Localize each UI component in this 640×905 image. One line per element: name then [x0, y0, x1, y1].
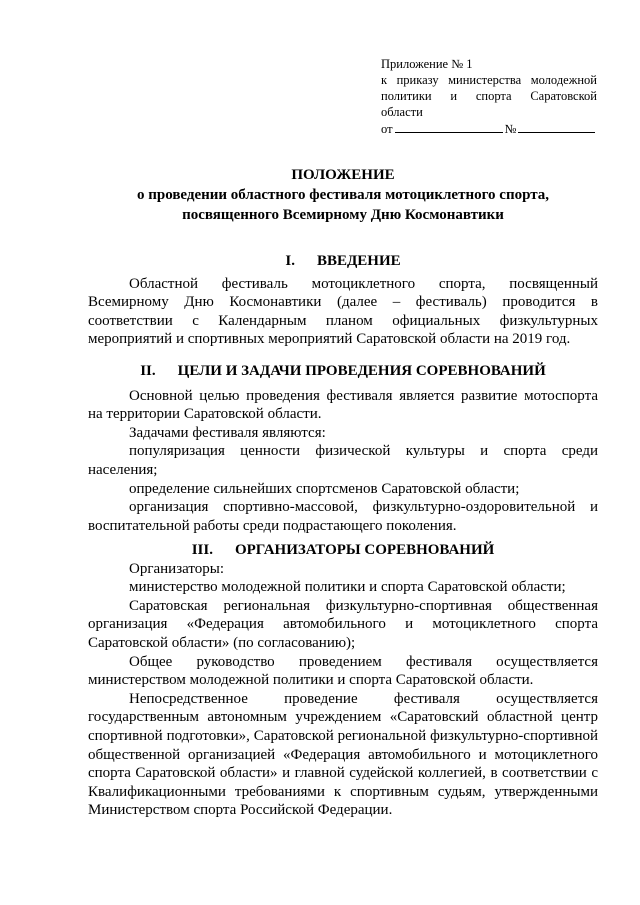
section-2-paragraph-1: Основной целью проведения фестиваля является развитие мотоспорта на территории Саратовской области.: [88, 387, 598, 423]
section-1-number: I.: [285, 253, 295, 269]
section-2-paragraph-3: популяризация ценности физической культуры и спорта среди населения;: [88, 443, 598, 478]
annex-number: Приложение № 1: [381, 57, 473, 71]
date-blank-line: [395, 120, 503, 133]
title-subheading-2: посвященного Всемирному Дню Космонавтики: [182, 207, 504, 223]
section-3-paragraph-5: Непосредственное проведение фестиваля осуществляется государственным автономным учреждением «Саратовский областной центр спортивной подготовки», Саратовской региональной физкультурно-спортивной общественной организацией «Федерация автомобильного и мотоциклетного спорта Саратовской области» и главной судейской коллегией, в соответствии с Квалификационными требованиями к спортивным судьям, утвержденными Министерством спорта Российской Федерации.: [88, 690, 598, 819]
annex-ministry-line: политики и спорта Саратовской: [381, 89, 597, 103]
document-title: [88, 165, 598, 225]
section-2-paragraph-2: Задачами фестиваля являются:: [129, 424, 326, 441]
section-2-paragraph-4: определение сильнейших спортсменов Саратовской области;: [129, 480, 520, 497]
section-3-paragraph-2: министерство молодежной политики и спорта Саратовской области;: [129, 579, 566, 596]
number-blank-line: [518, 120, 595, 133]
section-1: [88, 252, 598, 349]
section-2-number: II.: [140, 363, 156, 379]
section-2: [88, 362, 598, 535]
section-3-paragraph-3: Саратовская региональная физкультурно-спортивная общественная организация «Федерация автомобильного и мотоциклетного спорта Саратовской области» (по согласованию);: [88, 597, 598, 651]
annex-signature-line: [381, 120, 597, 137]
annex-region-line: области: [381, 105, 423, 119]
section-2-paragraph-5: организация спортивно-массовой, физкультурно-оздоровительной и воспитательной работы среди подрастающего поколения.: [88, 499, 598, 534]
section-1-paragraph: Областной фестиваль мотоциклетного спорта, посвященный Всемирному Дню Космонавтики (далее – фестиваль) проводится в соответствии с Календарным планом официальных физкультурных мероприятий и спортивных мероприятий Саратовской области на 2019 год.: [88, 275, 598, 348]
annex-date-label: от: [381, 122, 393, 136]
section-3-paragraph-4: Общее руководство проведением фестиваля осуществляется министерством молодежной политики и спорта Саратовской области.: [88, 653, 598, 689]
annex-block: [381, 56, 597, 137]
title-subheading-1: о проведении областного фестиваля мотоциклетного спорта,: [136, 187, 550, 203]
annex-order-line: к приказу министерства молодежной: [381, 73, 597, 87]
section-3-title: ОРГАНИЗАТОРЫ СОРЕВНОВАНИЙ: [234, 542, 495, 558]
title-heading: ПОЛОЖЕНИЕ: [291, 167, 395, 183]
section-1-heading: [88, 252, 598, 271]
section-3-paragraph-1: Организаторы:: [129, 560, 224, 577]
annex-number-label: №: [504, 122, 517, 136]
section-3: [88, 541, 598, 820]
section-2-title: ЦЕЛИ И ЗАДАЧИ ПРОВЕДЕНИЯ СОРЕВНОВАНИЙ: [177, 363, 546, 379]
section-3-number: III.: [191, 542, 213, 558]
section-3-heading: [88, 541, 598, 560]
section-2-heading: [88, 362, 598, 381]
section-1-title: ВВЕДЕНИЕ: [316, 253, 401, 269]
